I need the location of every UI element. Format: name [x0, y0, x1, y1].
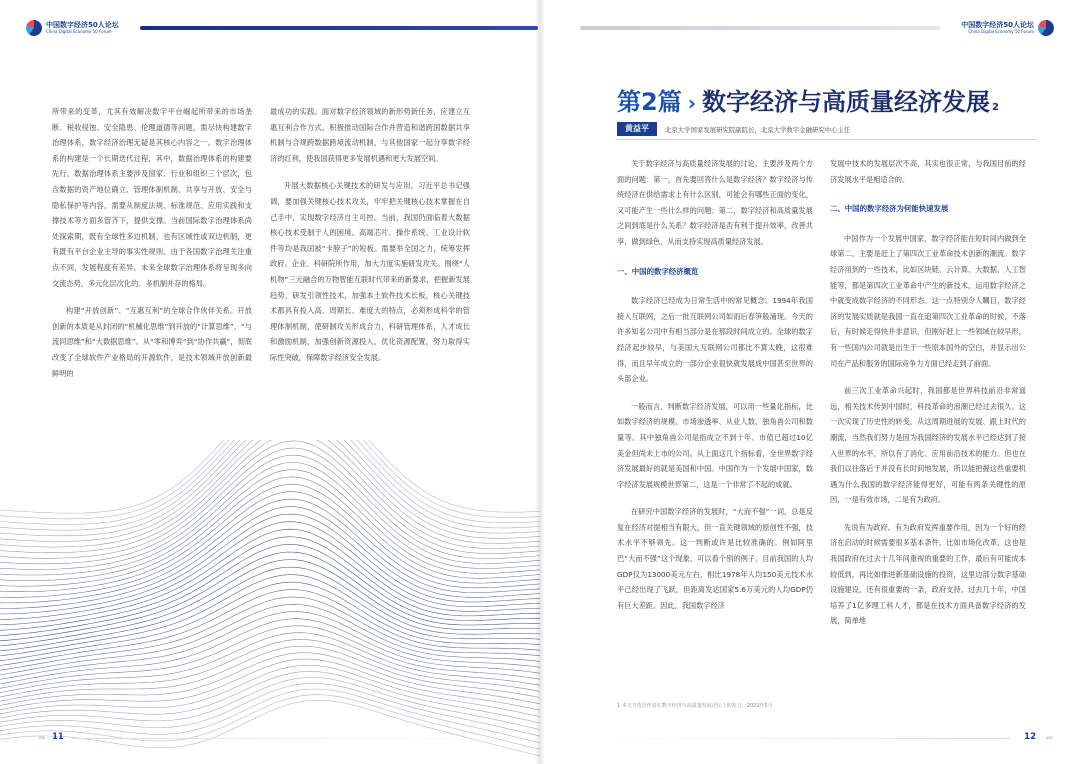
wave-line — [0, 440, 540, 547]
footer-rule — [600, 738, 1010, 739]
chapter-title: 数字经济与高质量经济发展 — [701, 88, 990, 116]
footnote: 1 本文节选自作者在数字经济与高质量发展论坛上的发言，2021年5月 — [617, 703, 773, 709]
body-paragraph: 中国作为一个发展中国家，数字经济能在短时间内做到全球第二，主要是赶上了第四次工业革命技术创新的潮流。数字经济用到的一些技术，比如区块链、云计算、大数据、人工智能等，都是第四次工业革命中产生的新技术，运用数字经济之中就变成数字经济的不同形态。这一点特别令人瞩目，数字经济的发展实质就是我国一直在追第四次工业革命的时候，不落后，有时候走得快并非意识，但刚好赶上一些领域在较早形，有一些国内公司就是出生于一些原本国外的空白，并显示出公司在产品和服务的国际竞争力方面已经走到了前面。 — [830, 233, 1026, 368]
forum-logo — [961, 20, 1054, 36]
wave-line-art-decoration — [0, 440, 540, 764]
body-paragraph: 最成功的实践。面对数字经济领域的新形势新任务，应建立互惠互利合作方式，积极推动国际合作并营造和谐跨国数据共享机制与合规跨数据跨境流动机制，与其他国家一起分享数字经济的红利，使我国获得更多发展机遇和更大发展空间。 — [270, 107, 470, 163]
wave-line — [0, 544, 540, 635]
left-column-2 — [270, 104, 470, 378]
wave-line — [0, 552, 540, 641]
body-paragraph: 前三次工业革命兴起时，我国都是世界科技前沿非常遥远，相关技术传到中国时，科技革命的浪潮已经过去很久。这一次实现了历史性的转变，从这周期进展的发展、跟上时代的潮流，当然我们努力是因为我国经济的发展水平已经达到了接入世界的水平，所以有了消化、应用前沿技术的能力。但也在我们以往落后于并没有长时间地发展，所以能把握这些重要机遇为什么我国的数字经济能得更好，可能有两条关键性的原因，一是有效市场，二是有为政府。 — [830, 386, 1026, 505]
author-affiliation: 北京大学国家发展研究院副院长，北京大学数字金融研究中心主任 — [665, 125, 851, 134]
logo-chinese-name: 中国数字经济50人论坛 — [46, 21, 119, 29]
wave-line — [0, 671, 540, 723]
chapter-number: 第2篇 — [617, 88, 682, 116]
chevron-right-icon: › — [687, 91, 696, 115]
wave-line — [0, 522, 540, 620]
page-number-chevrons-icon: «« — [1045, 734, 1052, 742]
body-paragraph: 先说有为政府。有为政府发挥重要作用，因为一个好的经济在启动的时候需要很多基本条件，比如市场化改革，这也是我国政府在过去十几年间重视的重要的工作，最后有可能成本较低到，再比如推进新基础设施的投资，这里边部分数字基础设施建设，还有很重要的一条，政府支持。过去几十年，中国培养了1亿多理工科人才，都是在技术方面具备数字经济的发展，简单地 — [830, 522, 1026, 626]
logo-chinese-name: 中国数字经济50人论坛 — [961, 21, 1034, 29]
header-rule — [140, 26, 538, 30]
page-number-chevrons-icon: »» — [38, 734, 45, 742]
author-divider — [617, 139, 1037, 140]
page-gutter-shadow — [536, 0, 544, 764]
body-paragraph: 所带来的变革，尤其有效解决数字平台崛起所带来的市场垄断、税收侵蚀、安全隐患、伦理道德等问题，需尽快构建数字治理体系，数字经济治理无疑是其核心内容之一。数字治理体系的构建是一个长期迭代过程，其中，数据治理体系的构建要先行，数据治理体系主要涉及国家、行业和组织三个层次，包含数据的资产地位确立、管理体制机制、共享与开放、安全与隐私保护等内容，需要从制度法规、标准规范、应用实践和支撑技术等方面多管齐下，提供支撑。当前国际数字治理体系尚处探索期，既有全球性多边机制，也有区域性或双边机制，更有既有平台企业主导的事实性规则。由于各国数字治理关注重点不同，发展程度有差异，未来全球数字治理体系将呈现多向交流态势，多元化层次化的、多机制并存的格局。 — [52, 107, 252, 288]
chapter-heading — [617, 82, 999, 117]
forum-logo — [26, 20, 119, 36]
right-page-number: 12 — [1024, 732, 1036, 742]
wave-line — [0, 633, 540, 693]
forum-logo-icon — [1038, 20, 1054, 36]
left-column-1 — [52, 104, 252, 393]
body-paragraph: 关于数字经济与高质量经济发展的讨论，主要涉及两个方面的问题：第一，首先要回答什么是数字经济？数字经济与传统经济在供给需求上有什么区别，可能会有哪些正面的变化，又可能产生一些什么样的问题；第二，数字经济和高质量发展之间到底是什么关系？数字经济是否有利于提升效率，改善共享，做到绿色，从而支持实现高质量经济发展。 — [617, 159, 813, 246]
logo-english-name: China Digital Economy 50 Forum — [968, 29, 1034, 34]
wave-line — [0, 612, 540, 680]
wave-line — [0, 619, 540, 684]
wave-line — [0, 440, 540, 530]
left-page-number: 11 — [52, 732, 64, 742]
footer-rule — [72, 738, 492, 739]
section-heading: 二、中国的数字经济为何能快速发展 — [830, 204, 949, 214]
wave-line — [0, 677, 540, 729]
header-rule — [580, 26, 940, 30]
body-paragraph: 开展大数据核心关键技术的研发与应用。习近平总书记强调，要加强关键核心技术攻关，牢牢把关键核心技术掌握在自己手中，实现数字经济自主可控。当前，我国仍面临着大数据核心技术受制于人的困境。高端芯片、操作系统、工业设计软件等均是我国被“卡脖子”的短板。需要举全国之力，统筹发挥政府、企业、科研院所作用，加大力度实施研发攻关。围绕“人机物”三元融合的万物智能互联时代带来的新要求，把握新发展趋势，研发引领性技术，加强本土软件技术长板，核心关键技术都具有投入高、周期长、难度大的特点，必须形成科学的管理体制机制，使研制攻关形成合力，科研管理体系，人才成长和激励机制，加强创新资源投入，优化资源配置，努力取得实际性突破，保障数字经济安全发展。 — [270, 181, 470, 362]
wave-line — [0, 700, 540, 756]
wave-line — [0, 440, 540, 513]
right-column-2 — [830, 156, 1026, 641]
section-heading: 一、中国的数字经济概览 — [617, 266, 699, 276]
wave-line — [0, 492, 540, 598]
wave-line — [0, 440, 540, 541]
author-row — [617, 122, 1037, 136]
wave-line — [0, 484, 540, 591]
wave-line — [0, 582, 540, 661]
forum-logo-icon — [26, 20, 42, 36]
author-name-tag: 黄益平 — [617, 122, 657, 136]
wave-line — [0, 440, 540, 519]
footnote-marker: 2 — [991, 102, 999, 113]
logo-english-name: China Digital Economy 50 Forum — [46, 29, 112, 34]
wave-line — [0, 604, 540, 675]
body-paragraph: 一般而言，判断数字经济发展，可以用一些量化指标，比如数字经济的规模、市场渗透率、从业人数、独角兽公司和数量等。其中独角兽公司是指成立不到十年、市值已超过10亿美金但尚未上市的公司。从上面这几个指标看，全世界数字经济发展最好的就是美国和中国。中国作为一个发展中国家，数字经济发展规模世界第二，这是一个非常了不起的成就。 — [617, 401, 813, 489]
body-paragraph: 构建“开放创新”、“互惠互利”的全球合作伙伴关系。开放创新的本质是从封闭的“机械化思维”到开放的“计算思维”、“与流同思维”和“大数据思维”。从“零和博弈”到“协作共赢”，彻底改变了全球软件产业格局的开源软件，是技术领域开放创新最鲜明的 — [52, 306, 252, 378]
wave-line — [0, 646, 540, 701]
body-paragraph: 数字经济已经成为日常生活中的常见概念。1994年我国接入互联网，之后一批互联网公司如雨后春笋般涌现。今天的许多知名公司中有相当部分是在那段时间成立的。全球的数字经济起步较早，与美国大互联网公司都比不算太晚，这很难得，而且早年成立的一部分企业很快就发展成中国甚至世界的头部企业。 — [617, 296, 813, 384]
right-page — [540, 0, 1080, 764]
wave-line — [0, 695, 540, 750]
wave-line — [0, 477, 540, 586]
body-paragraph: 在研究中国数字经济的发展时，“大而不强”一词，总是反复在经济对提相当有限大，但一直关键领域的原创性不强，技术水平不够领先。这一判断或许是比较准确的。例如阿里巴“大而不强”这个现象，可以看个别的例子。目前我国的人均GDP仅为13000美元左右，相比1978年人均150美元技术水平已经出现了飞跃，但距离发达国家5.6万美元的人均GDP仍有巨大差距。因此，我国数字经济 — [617, 507, 813, 610]
wave-line — [0, 590, 540, 666]
right-column-1 — [617, 156, 813, 625]
body-paragraph: 发展中技术的发展层次不高，其实也很正常，与我国目前的经济发展水平是相适合的。 — [830, 159, 1026, 184]
wave-line — [0, 640, 540, 698]
